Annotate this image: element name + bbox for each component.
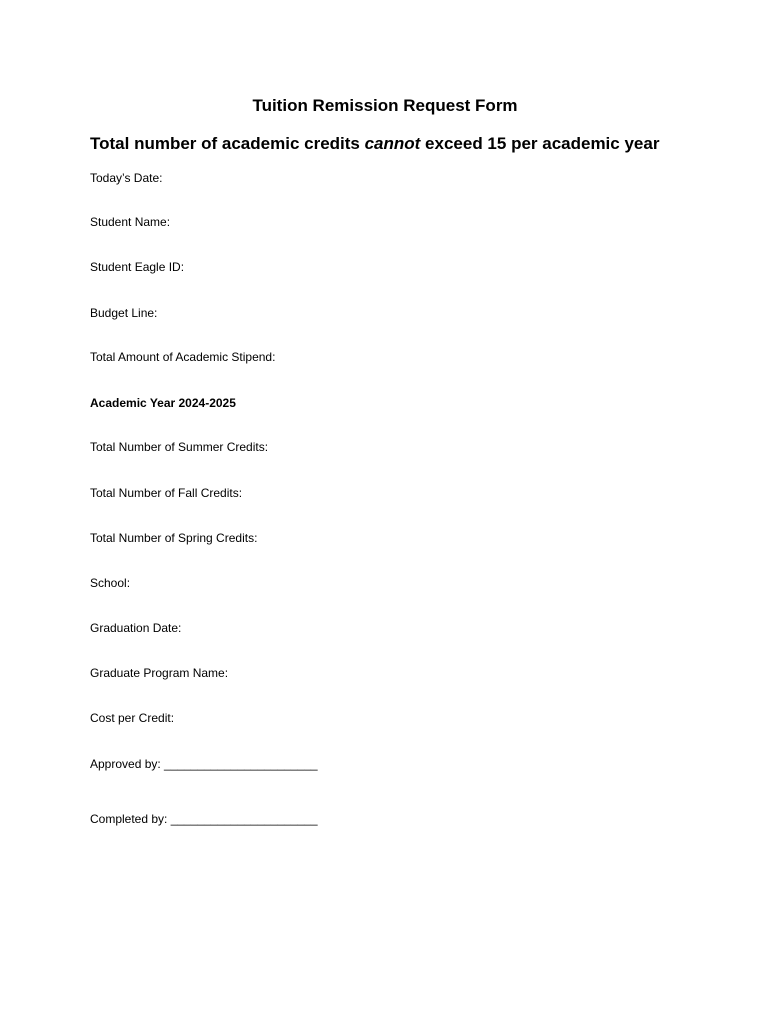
graduate-program-name-label: Graduate Program Name:	[90, 666, 229, 680]
total-stipend-label: Total Amount of Academic Stipend:	[90, 350, 276, 364]
budget-line-label: Budget Line:	[90, 306, 158, 320]
school-label: School:	[90, 576, 131, 590]
credit-limit-notice-end: exceed 15 per academic year	[420, 134, 660, 153]
todays-date-label: Today’s Date:	[90, 171, 163, 185]
summer-credits-label: Total Number of Summer Credits:	[90, 440, 269, 454]
completed-by-signature-line: Completed by: ______________________	[90, 812, 318, 826]
graduation-date-label: Graduation Date:	[90, 621, 182, 635]
academic-year-heading: Academic Year 2024-2025	[90, 396, 236, 410]
fall-credits-label: Total Number of Fall Credits:	[90, 486, 243, 500]
approved-by-signature-line: Approved by: _______________________	[90, 757, 318, 771]
cost-per-credit-label: Cost per Credit:	[90, 711, 175, 725]
credit-limit-notice-start: Total number of academic credits	[90, 134, 365, 153]
credit-limit-notice	[90, 133, 659, 155]
student-eagle-id-label: Student Eagle ID:	[90, 260, 185, 274]
form-title: Tuition Remission Request Form	[252, 96, 518, 115]
credit-limit-notice-emphasis: cannot	[364, 134, 421, 153]
student-name-label: Student Name:	[90, 215, 171, 229]
spring-credits-label: Total Number of Spring Credits:	[90, 531, 258, 545]
